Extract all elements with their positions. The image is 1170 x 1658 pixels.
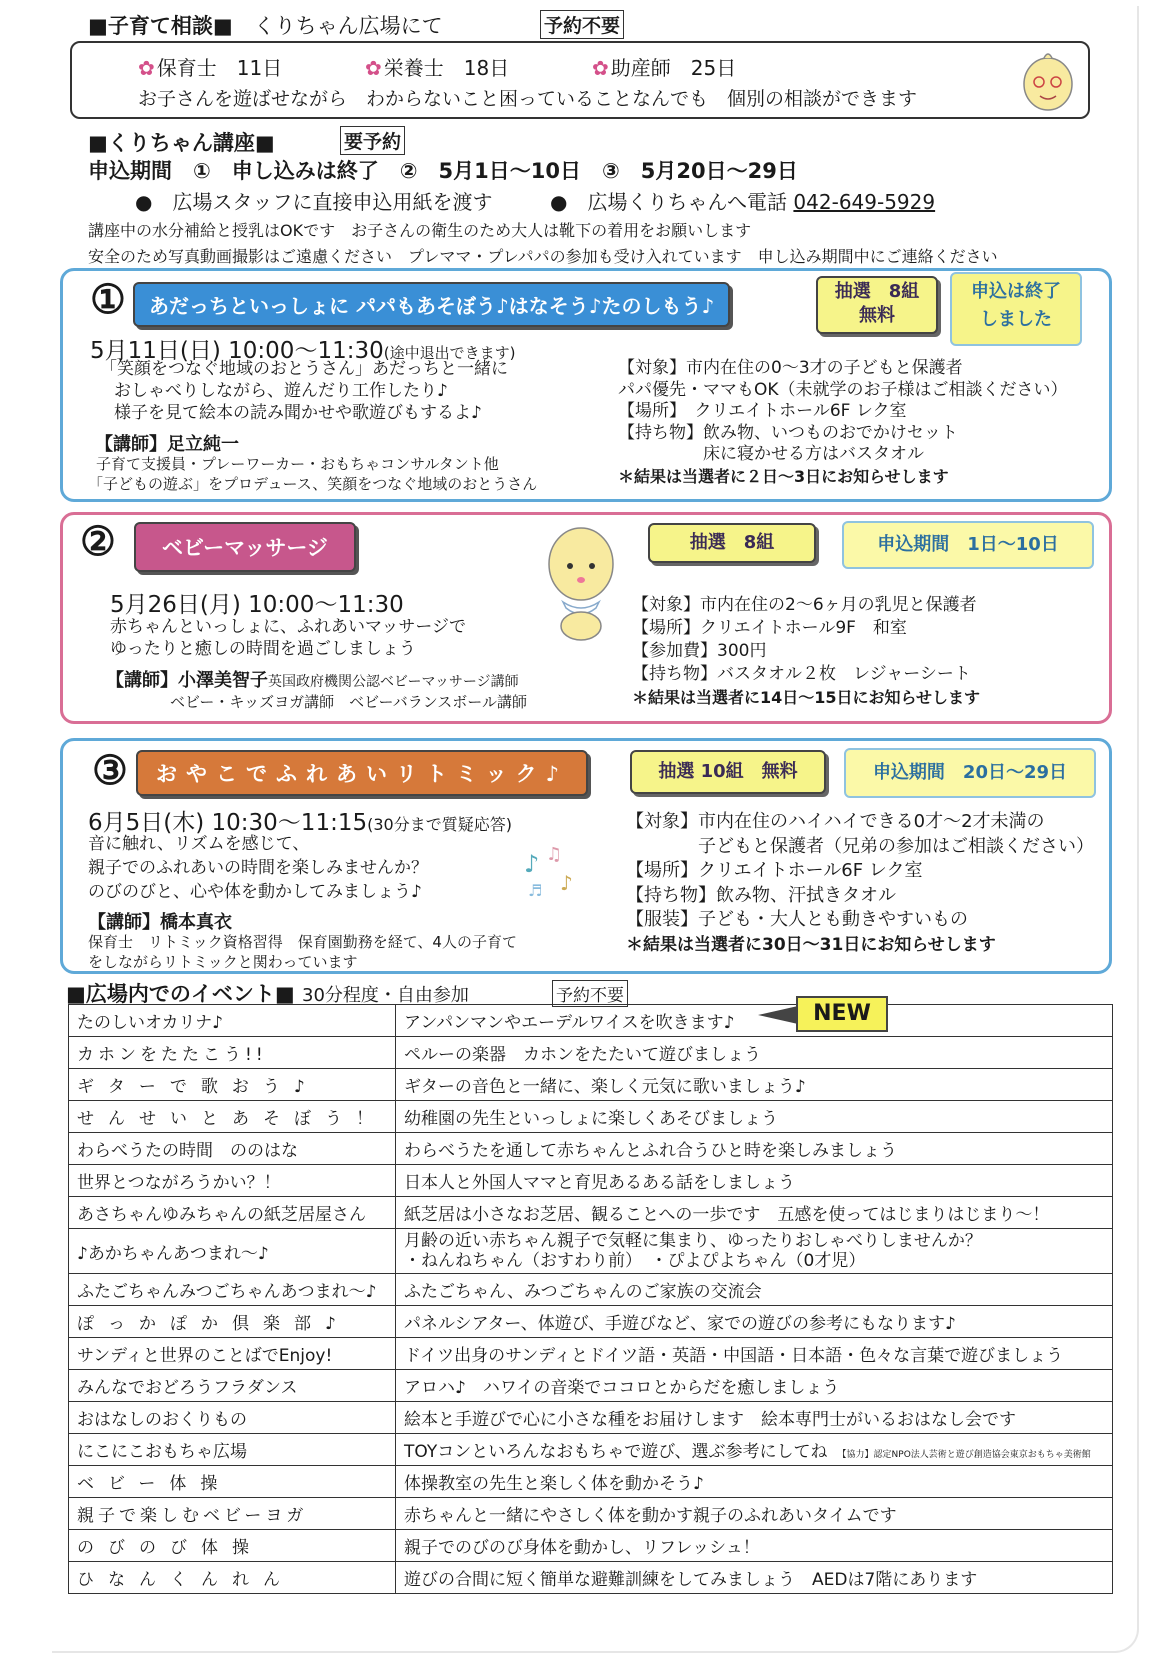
new-arrow-icon xyxy=(758,1006,798,1024)
event-desc xyxy=(396,1466,1113,1498)
event-row xyxy=(69,1338,1113,1370)
event-desc xyxy=(396,1274,1113,1306)
course2-lecturer: 【講師】小澤美智子英国政府機関公認ベビーマッサージ講師 xyxy=(106,670,519,691)
event-name: おはなしのおくりもの xyxy=(69,1402,396,1434)
event-name: にこにこおもちゃ広場 xyxy=(69,1434,396,1466)
event-desc-text: ペルーの楽器 カホンをたたいて遊びましょう xyxy=(404,1045,761,1065)
event-row xyxy=(69,1229,1113,1274)
event-desc-text: 親子でのびのび身体を動かし、リフレッシュ！ xyxy=(404,1538,760,1558)
event-desc xyxy=(396,1402,1113,1434)
course3-lecturer: 【講師】橋本真衣 xyxy=(88,912,232,933)
event-desc xyxy=(396,1434,1113,1466)
event-desc xyxy=(396,1133,1113,1165)
mascot-icon xyxy=(1018,48,1078,114)
event-desc-text: TOYコンといろんなおもちゃで遊び、選ぶ参考にしてね xyxy=(404,1442,828,1462)
course2-number: ② xyxy=(80,518,116,565)
event-row xyxy=(69,1069,1113,1101)
event-name: 親子で楽しむベビーヨガ xyxy=(69,1498,396,1530)
course1-banner: あだっちといっしょに パパもあそぼう♪はなそう♪たのしもう♪ xyxy=(133,282,730,327)
event-desc-text: パネルシアター、体遊び、手遊びなど、家での遊びの参考にもなります♪ xyxy=(404,1314,956,1334)
event-name: ふたごちゃんみつごちゃんあつまれ～♪ xyxy=(69,1274,396,1306)
event-row xyxy=(69,1037,1113,1069)
course1-lecturer-note: 子育て支援員・プレーワーカー・おもちゃコンサルタント他 「子どもの遊ぶ」をプロデュース、笑顔をつなぐ地域のおとうさん xyxy=(88,455,538,493)
event-row xyxy=(69,1370,1113,1402)
flower-icon: ✿ xyxy=(365,56,382,80)
event-credit-text: 【協力】認定NPO法人芸術と遊び創造協会東京おもちゃ美術館 xyxy=(837,1450,1091,1460)
event-desc xyxy=(396,1338,1113,1370)
course1-date: 5月11日(日) 10:00～11:30(途中退出できます) xyxy=(90,338,516,364)
event-desc-text: ギターの音色と一緒に、楽しく元気に歌いましょう♪ xyxy=(404,1077,806,1097)
course2-chip-period: 申込期間 1日～10日 xyxy=(842,521,1094,569)
event-desc-text: アロハ♪ ハワイの音楽でココロとからだを癒しましょう xyxy=(404,1378,840,1398)
event-row xyxy=(69,1402,1113,1434)
course1-chip-lottery: 抽選 8組 無料 xyxy=(816,276,938,334)
svg-text:♬: ♬ xyxy=(528,881,543,900)
event-name: みんなでおどろうフラダンス xyxy=(69,1370,396,1402)
event-name: たのしいオカリナ♪ xyxy=(69,1005,396,1037)
event-desc xyxy=(396,1370,1113,1402)
event-row xyxy=(69,1434,1113,1466)
soudan-note: お子さんを遊ばせながら わからないこと困っていることなんでも 個別の相談ができます xyxy=(138,88,918,110)
event-desc-text: 体操教室の先生と楽しく体を動かそう♪ xyxy=(404,1474,704,1494)
event-desc-text: 遊びの合間に短く簡単な避難訓練をしてみましょう AEDは7階にあります xyxy=(404,1570,978,1590)
course2-chip-lottery: 抽選 8組 xyxy=(648,523,816,563)
event-desc xyxy=(396,1530,1113,1562)
event-name: 世界とつながろうかい？！ xyxy=(69,1165,396,1197)
flower-icon: ✿ xyxy=(138,56,155,80)
event-desc xyxy=(396,1037,1113,1069)
svg-text:♪: ♪ xyxy=(524,850,540,878)
baby-mascot-icon xyxy=(538,522,624,642)
event-row xyxy=(69,1005,1113,1037)
event-row xyxy=(69,1466,1113,1498)
kouza-note1: 講座中の水分補給と授乳はOKです お子さんの衛生のため大人は靴下の着用をお願いします xyxy=(88,221,752,240)
course2-banner: ベビーマッサージ xyxy=(134,522,356,572)
event-desc-text: わらべうたを通して赤ちゃんとふれ合うひと時を楽しみましょう xyxy=(404,1141,897,1161)
course3-chip-period: 申込期間 20日～29日 xyxy=(844,748,1096,798)
event-row xyxy=(69,1562,1113,1594)
event-desc-text: ドイツ出身のサンディとドイツ語・英語・中国語・日本語・色々な言葉で遊びましょう xyxy=(404,1346,1064,1366)
event-desc xyxy=(396,1229,1113,1274)
event-desc xyxy=(396,1498,1113,1530)
course1-chip-closed: 申込は終了 しました xyxy=(950,272,1082,346)
event-desc-text: アンパンマンやエーデルワイスを吹きます♪ xyxy=(404,1013,735,1033)
event-desc xyxy=(396,1197,1113,1229)
new-badge: NEW xyxy=(796,996,888,1032)
event-row xyxy=(69,1306,1113,1338)
event-name: ぽっかぽか倶楽部♪ xyxy=(69,1306,396,1338)
flower-icon: ✿ xyxy=(592,56,609,80)
event-desc xyxy=(396,1069,1113,1101)
event-row xyxy=(69,1498,1113,1530)
soudan-item-hoikushi: ✿ 保育士 11日 xyxy=(138,56,283,80)
kouza-note2: 安全のため写真動画撮影はご遠慮ください プレママ・プレパパの参加も受け入れています 申し込み期間中にご連絡ください xyxy=(88,247,998,266)
svg-text:♫: ♫ xyxy=(546,844,563,865)
event-name: サンディと世界のことばでEnjoy! xyxy=(69,1338,396,1370)
event-name: ひなんくんれん xyxy=(69,1562,396,1594)
event-desc xyxy=(396,1562,1113,1594)
kouza-badge: 要予約 xyxy=(340,126,405,155)
course2-desc: 赤ちゃんといっしょに、ふれあいマッサージで ゆったりと癒しの時間を過ごしましょう xyxy=(110,617,466,659)
course3-info: 【対象】市内在住のハイハイできる0才～2才未満の 子どもと保護者（兄弟の参加はご相談ください） 【場所】クリエイトホール6F レク室 【持ち物】飲み物、汗拭きタオル 【服装】子ども・大人とも動きやすいもの ＊結果は当選者に30日～31日にお知らせします xyxy=(626,811,1094,955)
events-table xyxy=(68,1004,1113,1594)
event-desc-text: 幼稚園の先生といっしょに楽しくあそびましょう xyxy=(404,1109,778,1129)
event-desc-text-2: ・ねんねちゃん（おすわり前） ・ぴよぴよちゃん（0才児） xyxy=(404,1251,866,1271)
events-badge: 予約不要 xyxy=(552,980,628,1007)
course2-info: 【対象】市内在住の2～6ヶ月の乳児と保護者 【場所】クリエイトホール9F 和室 【参加費】300円 【持ち物】バスタオル２枚 レジャーシート ＊結果は当選者に14日～15日にお知らせします xyxy=(632,595,981,707)
event-desc xyxy=(396,1306,1113,1338)
event-name: ベビー体操 xyxy=(69,1466,396,1498)
event-row xyxy=(69,1197,1113,1229)
course1-lecturer: 【講師】足立純一 xyxy=(95,434,239,455)
event-desc xyxy=(396,1165,1113,1197)
event-desc-text: 紙芝居は小さなお芝居、観ることへの一歩です 五感を使ってはじまりはじまり～！ xyxy=(404,1205,1050,1225)
course1-info: 【対象】市内在住の0～3才の子どもと保護者 パパ優先・ママもOK（未就学のお子様はご相談ください） 【場所】 クリエイトホール6F レク室 【持ち物】飲み物、いつものおでかけセット 床に寝かせる方はバスタオル ＊結果は当選者に２日～3日にお知らせします xyxy=(618,358,1068,486)
course3-desc: 音に触れ、リズムを感じて、 親子でのふれあいの時間を楽しみませんか？ のびのびと、心や体を動かしてみましょう♪ xyxy=(88,834,428,902)
kouza-method1: ● 広場スタッフに直接申込用紙を渡す xyxy=(135,190,493,214)
event-name: ♪あかちゃんあつまれ～♪ xyxy=(69,1229,396,1274)
event-name: わらべうたの時間 ののはな xyxy=(69,1133,396,1165)
event-desc-text: 赤ちゃんと一緒にやさしく体を動かす親子のふれあいタイムです xyxy=(404,1506,897,1526)
music-notes-icon xyxy=(520,842,588,902)
event-desc-text: ふたごちゃん、みつごちゃんのご家族の交流会 xyxy=(404,1282,762,1302)
course1-number: ① xyxy=(90,276,126,323)
event-row xyxy=(69,1133,1113,1165)
course3-number: ③ xyxy=(92,747,128,794)
svg-text:♪: ♪ xyxy=(560,871,573,895)
course3-date: 6月5日(木) 10:30～11:15(30分まで質疑応答) xyxy=(88,810,512,836)
event-desc-text: 絵本と手遊びで心に小さな種をお届けします 絵本専門士がいるおはなし会です xyxy=(404,1410,1016,1430)
soudan-item-eiyoushi: ✿ 栄養士 18日 xyxy=(365,56,510,80)
event-row xyxy=(69,1274,1113,1306)
course3-lecturer-note: 保育士 リトミック資格習得 保育園勤務を経て、4人の子育て をしながらリトミックと関わっています xyxy=(88,933,517,971)
event-name: ギターで歌おう♪ xyxy=(69,1069,396,1101)
course3-banner: おやこでふれあいリトミック♪ xyxy=(136,750,588,796)
event-desc xyxy=(396,1101,1113,1133)
course1-desc: 「笑顔をつなぐ地域のおとうさん」あだっちと一緒に おしゃべりしながら、遊んだり工作したり♪ 様子を見て絵本の読み聞かせや歌遊びもするよ♪ xyxy=(100,359,508,423)
kouza-phone[interactable]: 042-649-5929 xyxy=(793,190,936,214)
event-desc xyxy=(396,1005,1113,1037)
course2-lecturer-note: ベビー・キッズヨガ講師 ベビーバランスボール講師 xyxy=(170,693,528,711)
event-name: カホンをたたこう!! xyxy=(69,1037,396,1069)
course2-date: 5月26日(月) 10:00～11:30 xyxy=(110,592,404,618)
course3-chip-lottery: 抽選 10組 無料 xyxy=(630,750,826,794)
event-row xyxy=(69,1165,1113,1197)
event-row xyxy=(69,1101,1113,1133)
event-desc-text: 月齢の近い赤ちゃん親子で気軽に集まり、ゆったりおしゃべりしませんか？ xyxy=(404,1231,982,1251)
soudan-title: ■子育て相談■ くりちゃん広場にて xyxy=(88,14,443,38)
kouza-title: ■くりちゃん講座■ xyxy=(88,131,275,155)
kouza-period: 申込期間 ① 申し込みは終了 ② 5月1日～10日 ③ 5月20日～29日 xyxy=(88,159,798,183)
event-name: のびのび体操 xyxy=(69,1530,396,1562)
events-title: ■広場内でのイベント■ 30分程度・自由参加 xyxy=(66,982,469,1006)
event-row xyxy=(69,1530,1113,1562)
event-name: せんせいとあそぼう！ xyxy=(69,1101,396,1133)
event-name: あさちゃんゆみちゃんの紙芝居屋さん xyxy=(69,1197,396,1229)
soudan-item-josanshi: ✿ 助産師 25日 xyxy=(592,56,737,80)
kouza-method2: ● 広場くりちゃんへ電話 042-649-5929 xyxy=(550,190,936,214)
soudan-badge: 予約不要 xyxy=(540,10,624,39)
event-desc-text: 日本人と外国人ママと育児あるある話をしましょう xyxy=(404,1173,795,1193)
